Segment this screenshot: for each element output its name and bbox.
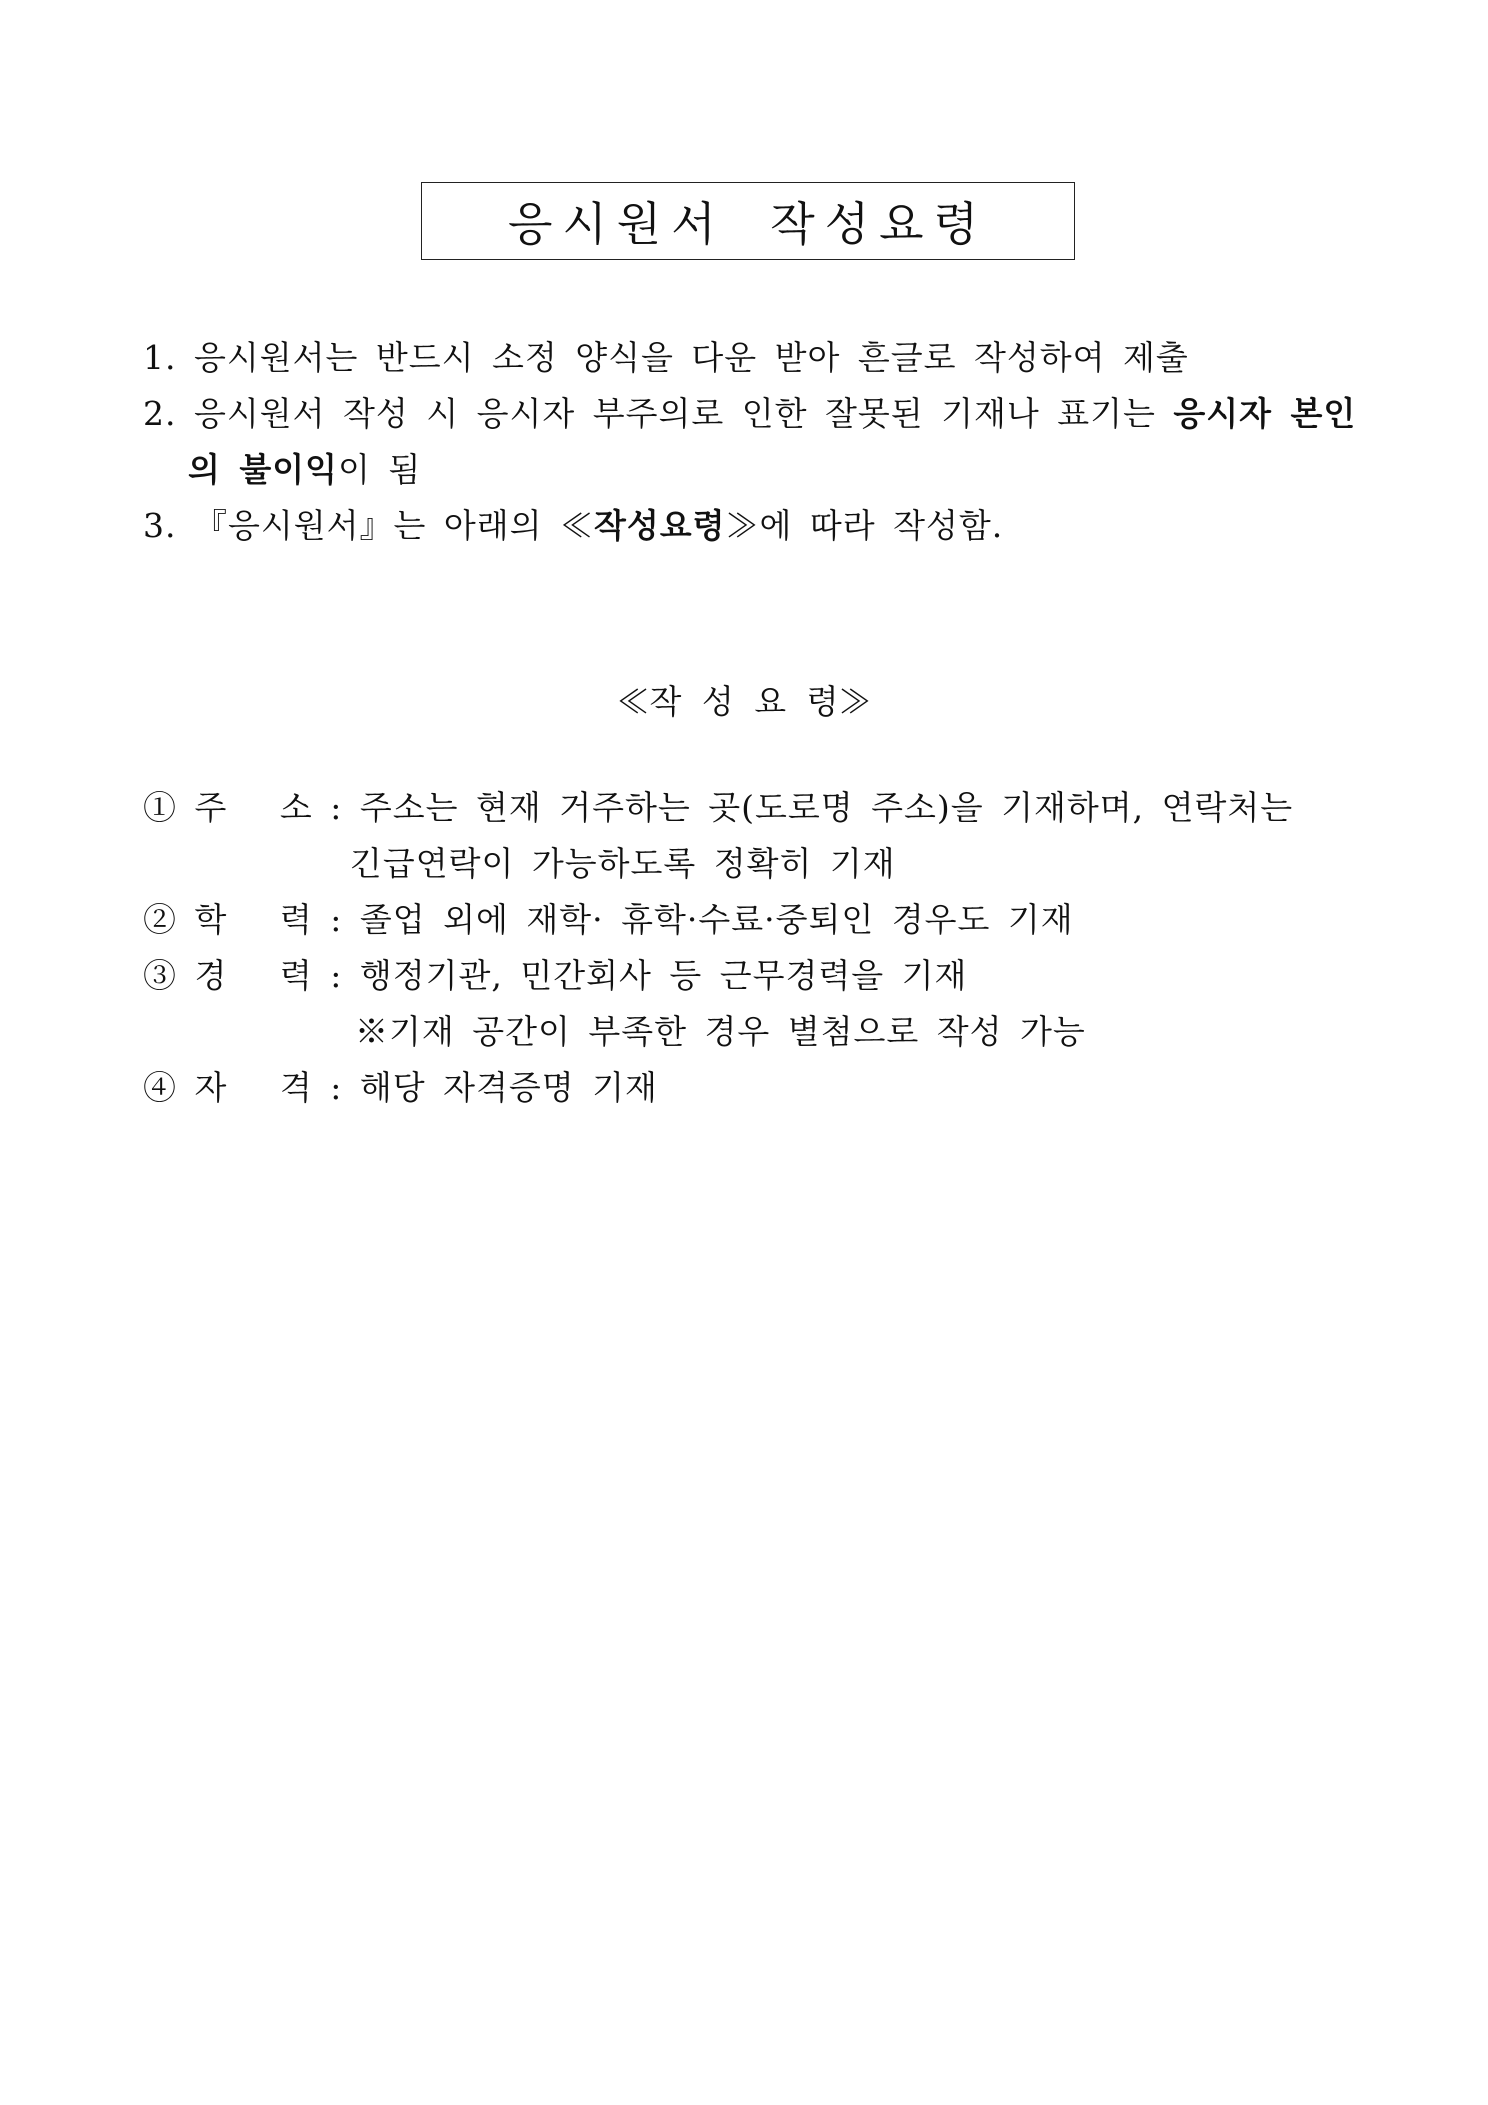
note-number: 3. xyxy=(143,506,177,545)
note-number: 1. xyxy=(143,338,177,377)
note-2 xyxy=(143,394,1356,434)
guide-item-address xyxy=(143,788,1293,828)
note-text: 응시원서 작성 시 응시자 부주의로 인한 잘못된 기재나 표기는 xyxy=(194,394,1174,433)
note-number: 2. xyxy=(143,394,177,433)
item-separator: : xyxy=(330,1068,343,1107)
item-label: 자 격 xyxy=(194,1068,313,1107)
guide-item-address-continuation xyxy=(350,844,896,884)
note-1 xyxy=(143,338,1189,378)
note-text: ≫에 따라 작성함. xyxy=(725,506,1004,545)
item-marker: ③ xyxy=(143,956,177,995)
item-text: ※기재 공간이 부족한 경우 별첨으로 작성 가능 xyxy=(355,1012,1086,1051)
item-marker: ① xyxy=(143,788,177,827)
item-marker: ④ xyxy=(143,1068,177,1107)
guide-heading: ≪작 성 요 령≫ xyxy=(616,682,872,721)
item-text: 주소는 현재 거주하는 곳(도로명 주소)을 기재하며, 연락처는 xyxy=(359,788,1294,827)
page-title: 응시원서 작성요령 xyxy=(507,197,989,251)
note-3 xyxy=(143,506,1003,546)
guide-item-education xyxy=(143,900,1074,940)
item-text: 졸업 외에 재학· 휴학·수료·중퇴인 경우도 기재 xyxy=(359,900,1074,939)
item-marker: ② xyxy=(143,900,177,939)
item-text: 긴급연락이 가능하도록 정확히 기재 xyxy=(350,844,896,883)
guide-item-career xyxy=(143,956,967,996)
item-label: 학 력 xyxy=(194,900,313,939)
note-text: 이 됨 xyxy=(338,450,422,489)
note-2-continuation xyxy=(188,450,421,490)
note-text: 『응시원서』는 아래의 ≪ xyxy=(194,506,595,545)
note-bold-text: 작성요령 xyxy=(594,506,726,545)
item-separator: : xyxy=(330,956,343,995)
note-bold-text: 의 불이익 xyxy=(188,450,339,489)
item-label: 경 력 xyxy=(194,956,313,995)
item-text: 해당 자격증명 기재 xyxy=(359,1068,658,1107)
item-label: 주 소 xyxy=(194,788,313,827)
item-separator: : xyxy=(330,900,343,939)
item-text: 행정기관, 민간회사 등 근무경력을 기재 xyxy=(359,956,968,995)
note-text: 응시원서는 반드시 소정 양식을 다운 받아 흔글로 작성하여 제출 xyxy=(194,338,1189,377)
guide-item-career-note xyxy=(355,1012,1086,1052)
title-box xyxy=(421,182,1075,260)
guide-item-qualification xyxy=(143,1068,658,1108)
note-bold-text: 응시자 본인 xyxy=(1173,394,1357,433)
item-separator: : xyxy=(330,788,343,827)
